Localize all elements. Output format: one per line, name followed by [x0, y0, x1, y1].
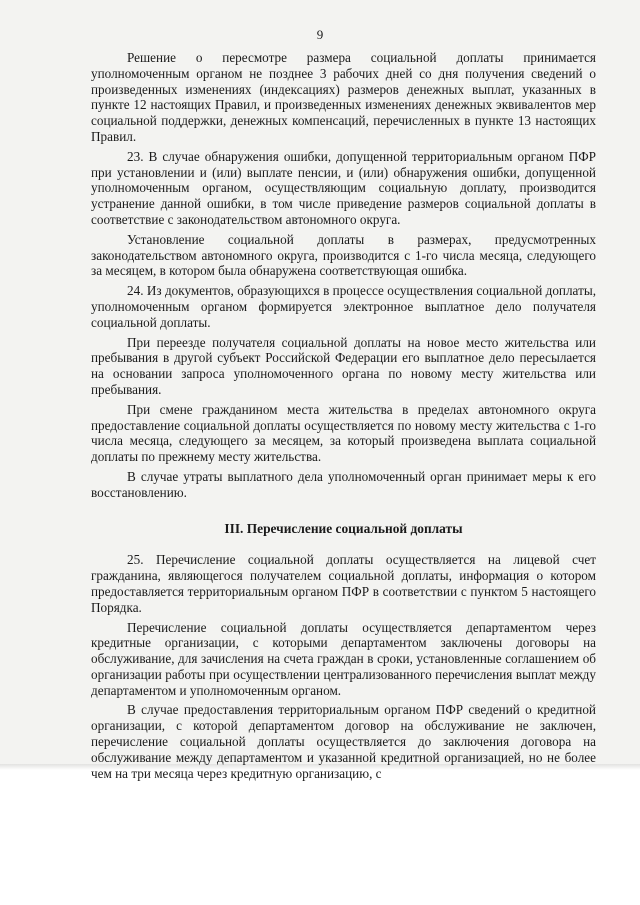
paragraph-review-decision: Решение о пересмотре размера социальной доплаты принимается уполномоченным органом не позднее 3 рабочих дней со дня получения сведений о произведенных изменениях (индексациях) размеров денежных выплат, указанных в пункте 12 настоящих Правил, и произведенных изменениях денежных эквивалентов мер социальной поддержки, денежных компенсаций, перечисленных в пункте 13 настоящих Правил.	[91, 50, 596, 144]
paragraph-25: 25. Перечисление социальной доплаты осуществляется на лицевой счет гражданина, являющегося получателем социальной доплаты, информация о котором предоставляется территориальным органом ПФР в соответствии с пунктом 5 настоящего Порядка.	[91, 552, 596, 615]
paragraph-25-no-contract: В случае предоставления территориальным органом ПФР сведений о кредитной организации, с которой департаментом договор на обслуживание не заключен, перечисление социальной доплаты осуществляется до заключения договора на обслуживание между департаментом и указанной кредитной организацией, но не более чем на три месяца через кредитную организацию, с	[91, 702, 596, 781]
page-number: 9	[316, 27, 324, 42]
paragraph-23-establishment: Установление социальной доплаты в размерах, предусмотренных законодательством автономного округа, производится с 1-го числа месяца, следующего за месяцем, в котором была обнаружена соответствующая ошибка.	[91, 231, 596, 279]
paragraph-23: 23. В случае обнаружения ошибки, допущенной территориальным органом ПФР при установлении и (или) выплате пенсии, и (или) обнаружения ошибки, допущенной уполномоченным органом, осуществляющим социальную доплату, производится устранение данной ошибки, в том числе приведение размеров социальной доплаты в соответствие с законодательством автономного округа.	[91, 148, 596, 227]
paragraph-24-relocation: При переезде получателя социальной доплаты на новое место жительства или пребывания в другой субъект Российской Федерации его выплатное дело пересылается на основании запроса уполномоченного органа по новому месту жительства или пребывания.	[91, 334, 596, 397]
document-body	[91, 50, 596, 785]
paragraph-24: 24. Из документов, образующихся в процессе осуществления социальной доплаты, уполномоченным органом формируется электронное выплатное дело получателя социальной доплаты.	[91, 283, 596, 330]
section-heading: III. Перечисление социальной доплаты	[224, 520, 463, 536]
paragraph-24-loss: В случае утраты выплатного дела уполномоченный орган принимает меры к его восстановлению.	[91, 468, 596, 500]
paragraph-24-residence-change: При смене гражданином места жительства в пределах автономного округа предоставление социальной доплаты осуществляется по новому месту жительства с 1-го числа месяца, следующего за месяцем, за который произведена выплата социальной доплаты по прежнему месту жительства.	[91, 401, 596, 465]
paragraph-25-credit-orgs: Перечисление социальной доплаты осуществляется департаментом через кредитные организации, с которыми департаментом заключены договоры на обслуживание, для зачисления на счета граждан в сроки, установленные соглашением об организации работы при осуществлении централизованного перечисления выплат между департаментом и уполномоченным органом.	[91, 619, 596, 698]
